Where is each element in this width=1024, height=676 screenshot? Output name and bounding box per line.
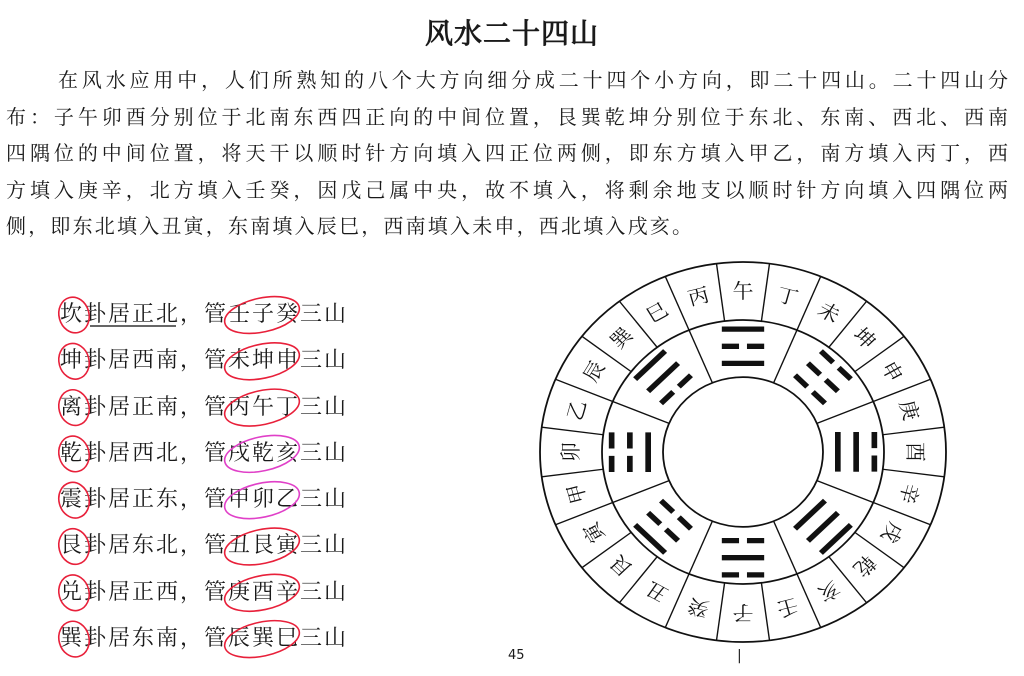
mountain-divider xyxy=(665,574,689,628)
mountain-label: 丑 xyxy=(641,576,673,607)
trigram-symbol: ☲ xyxy=(717,316,769,380)
list-item: 巽卦居东南，管辰巽巳三山 xyxy=(60,626,349,652)
mountain-label: 辛 xyxy=(894,481,924,507)
mountain-divider xyxy=(761,583,769,641)
mountain-label: 未 xyxy=(813,297,845,328)
mountain-label: 巳 xyxy=(641,297,673,328)
list-item: 艮卦居东北，管丑艮寅三山 xyxy=(60,533,349,559)
trigram-symbol: ☷ xyxy=(779,339,864,418)
trigram-symbol: ☴ xyxy=(622,339,707,418)
mountain-label: 乙 xyxy=(562,397,592,423)
trigram-symbol: ☵ xyxy=(717,524,769,588)
mountain-divider xyxy=(883,469,944,477)
mountain-divider xyxy=(665,276,689,330)
mountain-label: 申 xyxy=(875,357,908,386)
page-number: 45 xyxy=(508,648,525,663)
paragraph-line: 四隅位的中间位置，将天干以顺时针方向填入四正位两侧，即东方填入甲乙，南方填入丙丁，西 xyxy=(6,141,1008,165)
list-item: 坤卦居西南，管未坤申三山 xyxy=(60,348,349,374)
paragraph-line: 布：子午卯酉分别位于北南东西四正向的中间位置，艮巽乾坤分别位于东北、东南、西北、西南 xyxy=(6,104,1008,129)
trigram-symbol: ☱ xyxy=(820,427,888,477)
mountain-divider xyxy=(555,503,612,525)
mountain-label: 子 xyxy=(732,601,754,625)
list-item: 坎卦居正北，管壬子癸三山 xyxy=(60,302,349,327)
paragraph-line: 侧，即东北填入丑寅，东南填入辰巳，西南填入未申，西北填入戌亥。 xyxy=(6,214,695,238)
mountain-divider xyxy=(717,264,725,322)
bottom-mark: | xyxy=(737,648,742,664)
paragraph-line: 方填入庚辛，北方填入壬癸，因戊己属中央，故不填入，将剩余地支以顺时针方向填入四隅位两 xyxy=(6,177,1008,202)
mountain-divider xyxy=(542,469,603,477)
mountain-label: 坤 xyxy=(848,323,881,354)
mountain-label: 戌 xyxy=(875,518,908,547)
mountain-label: 寅 xyxy=(578,518,611,547)
trigram-symbol: ☶ xyxy=(622,486,707,565)
list-item: 乾卦居西北，管戌乾亥三山 xyxy=(60,440,349,466)
mountain-label: 丁 xyxy=(774,282,801,311)
mountain-divider xyxy=(542,427,603,435)
mountain-label: 午 xyxy=(732,279,754,303)
mountain-label: 亥 xyxy=(813,576,845,607)
mountain-divider xyxy=(797,276,821,330)
mountain-label: 乾 xyxy=(848,550,881,581)
mountain-divider xyxy=(717,583,725,641)
mountain-label: 丙 xyxy=(685,282,712,311)
mountain-label: 卯 xyxy=(558,442,584,462)
list-item: 兑卦居正西，管庚酉辛三山 xyxy=(60,579,349,605)
page-title: 风水二十四山 xyxy=(424,17,599,50)
mountain-divider xyxy=(873,503,930,525)
mountain-label: 巽 xyxy=(605,323,638,354)
mountain-label: 壬 xyxy=(774,593,801,622)
mountain-divider xyxy=(555,379,612,401)
trigram-symbol: ☰ xyxy=(779,486,864,565)
mountain-label: 艮 xyxy=(605,550,638,581)
trigram-symbol: ☳ xyxy=(598,427,666,477)
mountain-divider xyxy=(873,379,930,401)
mountain-label: 癸 xyxy=(685,593,712,622)
mountain-label: 庚 xyxy=(894,397,924,423)
mountain-divider xyxy=(761,264,769,322)
mountain-label: 酉 xyxy=(902,442,928,462)
list-item: 震卦居正东，管甲卯乙三山 xyxy=(60,487,349,513)
mountain-divider xyxy=(797,574,821,628)
list-item: 离卦居正南，管丙午丁三山 xyxy=(60,394,349,420)
mountain-divider xyxy=(883,427,944,435)
paragraph-line: 在风水应用中，人们所熟知的八个大方向细分成二十四个小方向，即二十四山。二十四山分 xyxy=(58,68,1008,92)
mountain-label: 甲 xyxy=(562,481,592,507)
mountain-label: 辰 xyxy=(578,357,611,386)
